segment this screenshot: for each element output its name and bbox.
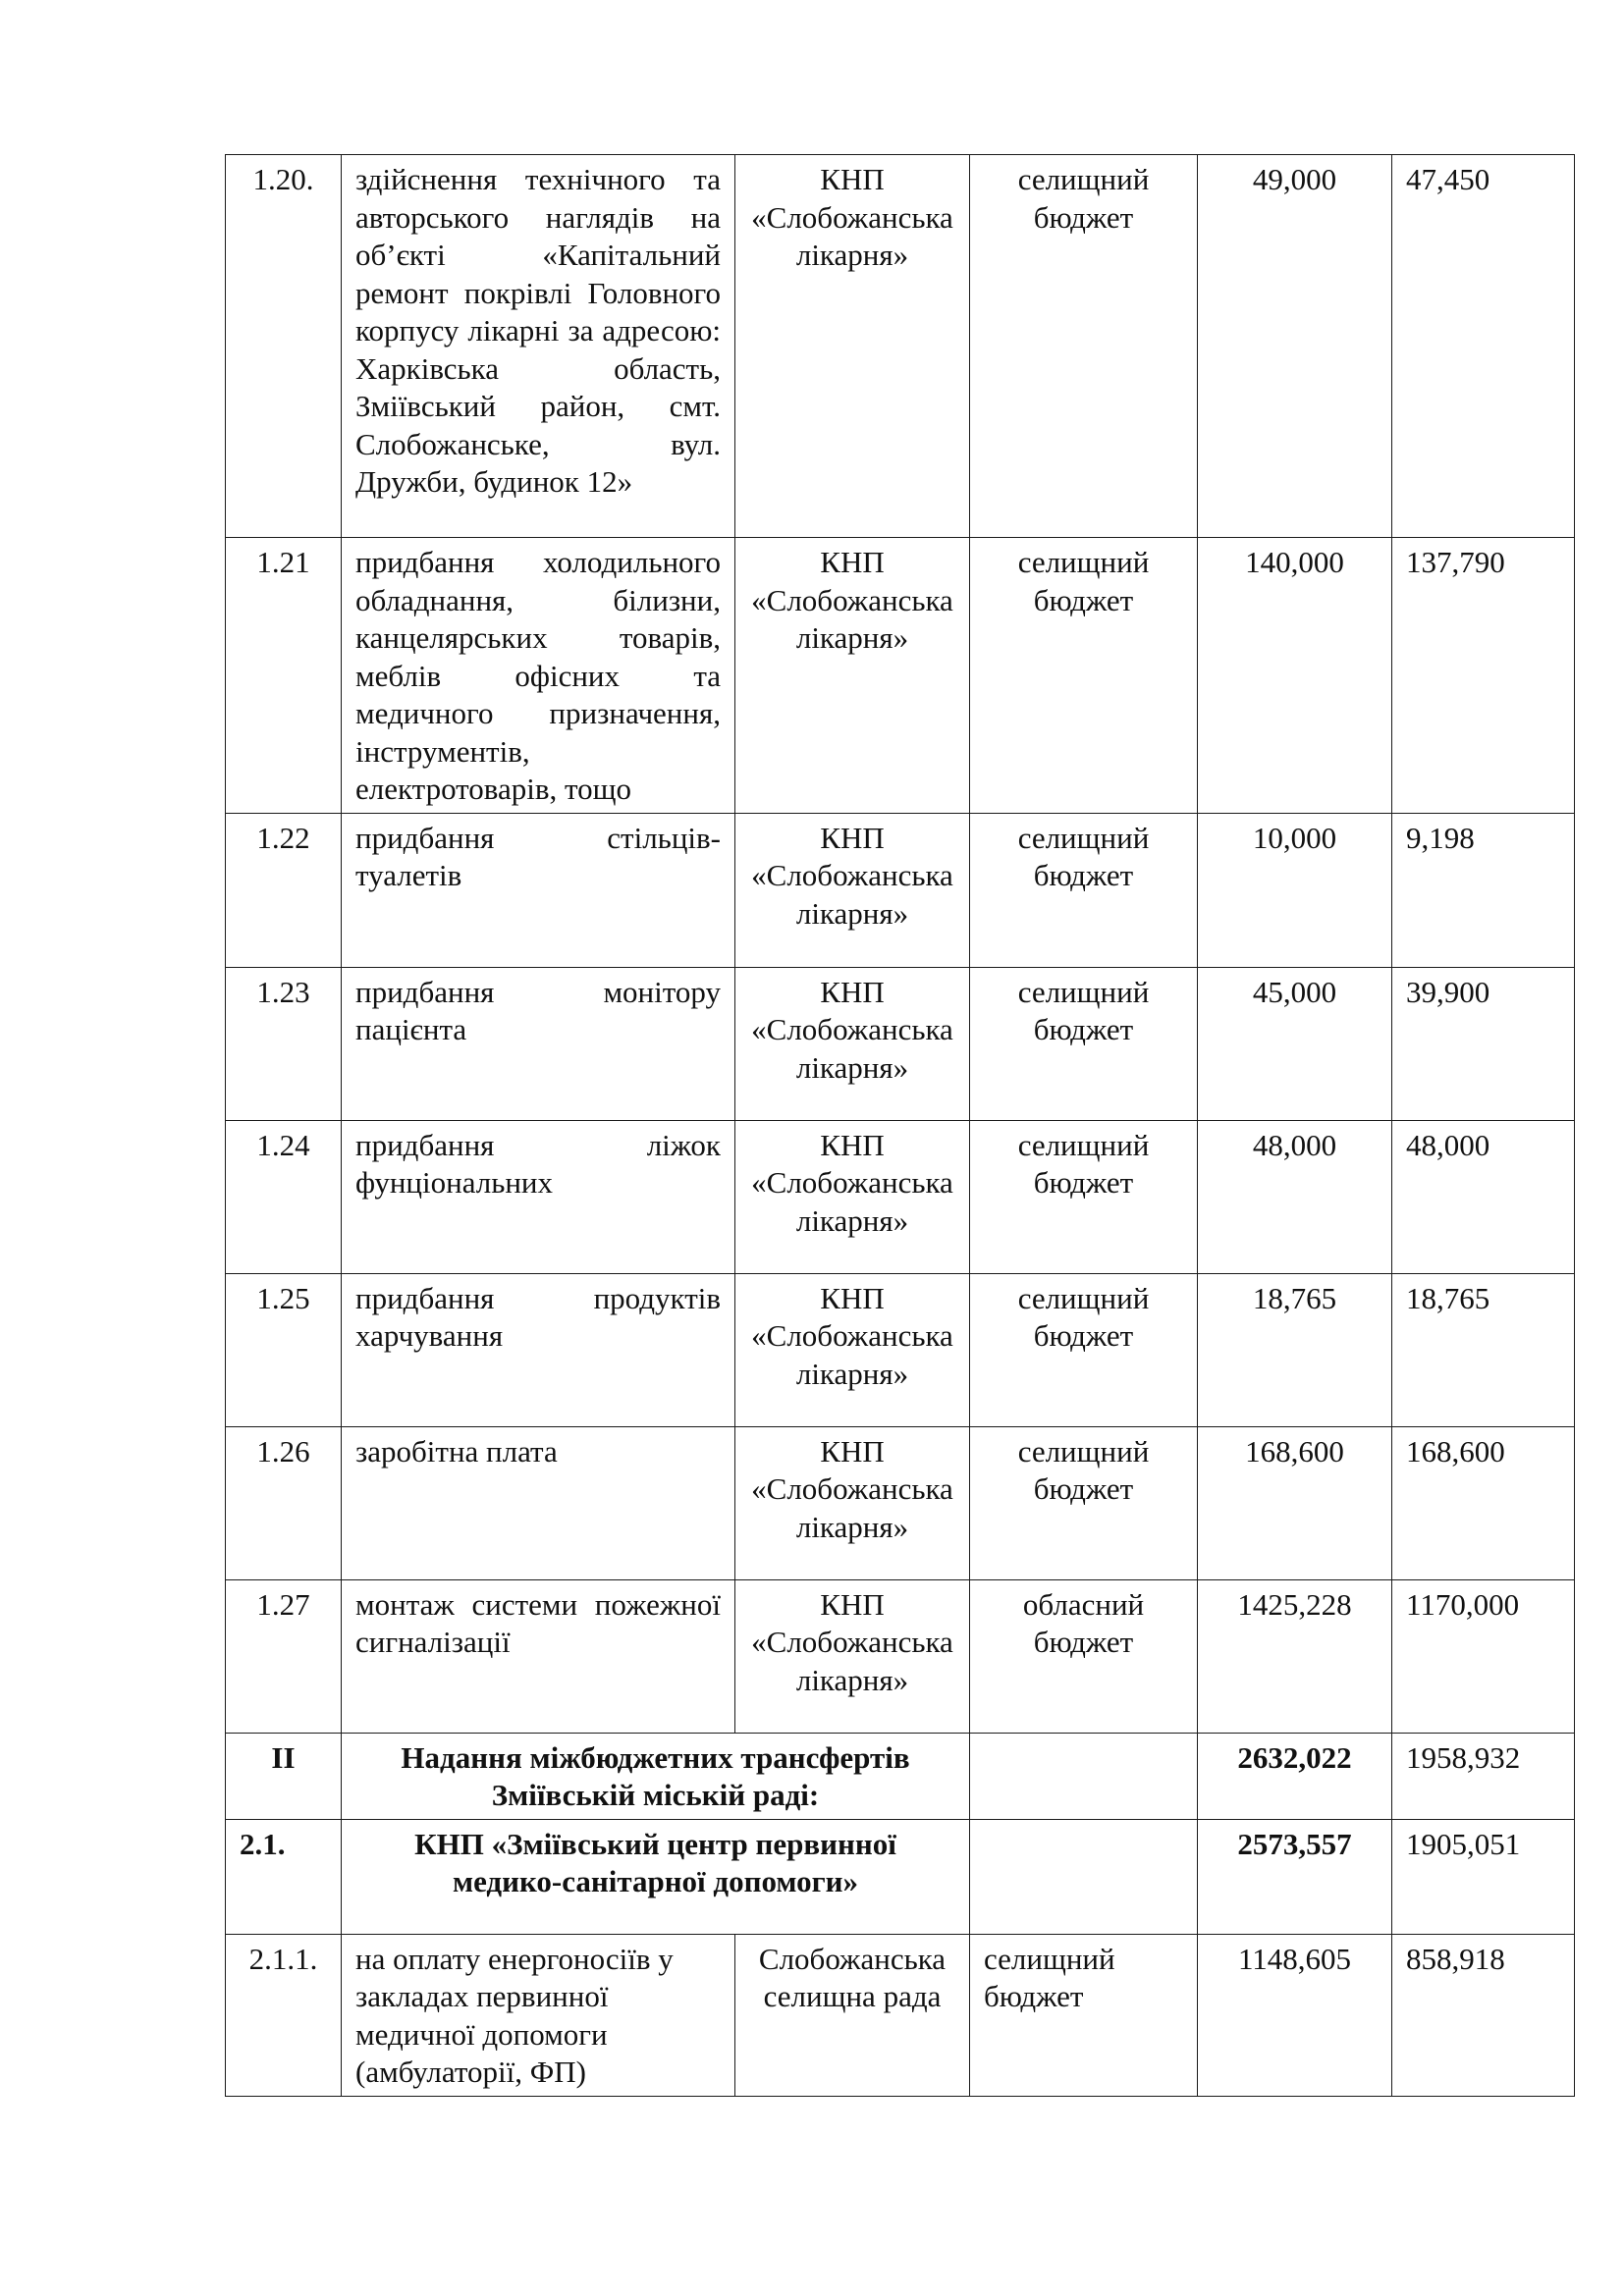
- source-line: селищний: [1017, 545, 1150, 579]
- row-number: 1.23: [226, 967, 342, 1120]
- row-actual-amount: 168,600: [1392, 1426, 1575, 1579]
- executor-line: лікарня»: [795, 1356, 909, 1391]
- executor-line: КНП: [820, 1586, 885, 1622]
- row-planned-amount: 49,000: [1198, 155, 1392, 538]
- source-line: бюджет: [1033, 1318, 1134, 1353]
- empty-cell: [970, 1819, 1198, 1934]
- row-number: 1.24: [226, 1120, 342, 1273]
- row-executor: [735, 155, 970, 538]
- row-number: 1.26: [226, 1426, 342, 1579]
- executor-line: «Слобожанська: [751, 1012, 953, 1046]
- executor-line: «Слобожанська: [751, 1165, 953, 1200]
- row-number: 1.21: [226, 538, 342, 814]
- row-funding-source: [970, 538, 1198, 814]
- row-actual-amount: 18,765: [1392, 1273, 1575, 1426]
- table-row: [226, 1934, 1575, 2096]
- source-line: бюджет: [1033, 1471, 1134, 1506]
- row-executor: [735, 813, 970, 967]
- row-number: 1.25: [226, 1273, 342, 1426]
- row-funding-source: [970, 967, 1198, 1120]
- program-table: [225, 154, 1575, 2097]
- executor-line: лікарня»: [795, 1202, 909, 1238]
- executor-line: лікарня»: [795, 1662, 909, 1697]
- source-line: бюджет: [1033, 858, 1134, 892]
- section-title-line: Надання міжбюджетних трансфертів: [401, 1739, 910, 1775]
- executor-line: лікарня»: [795, 895, 909, 931]
- row-planned-amount: 168,600: [1198, 1426, 1392, 1579]
- section-title-line: КНП «Зміївський центр первинної: [414, 1826, 896, 1861]
- executor-line: КНП: [820, 1433, 885, 1468]
- table-row: [226, 1426, 1575, 1579]
- executor-line: КНП: [820, 820, 885, 855]
- row-executor: [735, 967, 970, 1120]
- row-actual-amount: 47,450: [1392, 155, 1575, 538]
- executor-line: «Слобожанська: [751, 1471, 953, 1506]
- executor-line: КНП: [820, 162, 885, 196]
- section-planned-amount: 2573,557: [1198, 1819, 1392, 1934]
- executor-line: лікарня»: [795, 238, 909, 272]
- row-description: монтаж системи пожежної сигналізації: [342, 1579, 735, 1733]
- section-row: [226, 1733, 1575, 1819]
- row-planned-amount: 1425,228: [1198, 1579, 1392, 1733]
- section-number: 2.1.: [226, 1819, 342, 1934]
- section-title: [342, 1819, 970, 1934]
- row-description: придбання монітору пацієнта: [342, 967, 735, 1120]
- row-description: здійснення технічного та авторського наглядів на об’єкті «Капітальний ремонт покрівлі Головного корпусу лікарні за адресою: Харківська область, Зміївський район, смт. Слобожанське, вул. Дружби, будинок 12»: [342, 155, 735, 538]
- executor-line: «Слобожанська: [751, 858, 953, 892]
- source-line: бюджет: [1033, 1625, 1134, 1659]
- source-line: селищний: [984, 1941, 1115, 1976]
- source-line: селищний: [1017, 1433, 1150, 1468]
- row-funding-source: [970, 1120, 1198, 1273]
- row-funding-source: [970, 1426, 1198, 1579]
- row-funding-source: [970, 1273, 1198, 1426]
- source-line: селищний: [1017, 974, 1150, 1009]
- row-description: заробітна плата: [342, 1426, 735, 1579]
- executor-line: «Слобожанська: [751, 1625, 953, 1659]
- row-actual-amount: 858,918: [1392, 1934, 1575, 2096]
- row-actual-amount: 39,900: [1392, 967, 1575, 1120]
- source-line: бюджет: [1033, 1165, 1134, 1200]
- table-row: [226, 538, 1575, 814]
- source-line: селищний: [1017, 1127, 1150, 1162]
- row-planned-amount: 18,765: [1198, 1273, 1392, 1426]
- executor-line: КНП: [820, 1280, 885, 1315]
- row-number: 1.22: [226, 813, 342, 967]
- section-number: ІІ: [226, 1733, 342, 1819]
- row-actual-amount: 9,198: [1392, 813, 1575, 967]
- source-line: бюджет: [1033, 582, 1134, 617]
- row-description: придбання продуктів харчування: [342, 1273, 735, 1426]
- row-executor: [735, 1273, 970, 1426]
- section-title-line: Зміївській міській раді:: [491, 1778, 820, 1812]
- row-number: 2.1.1.: [226, 1934, 342, 2096]
- row-description: придбання холодильного обладнання, білизни, канцелярських товарів, меблів офісних та медичного призначення, інструментів, електротоварів, тощо: [342, 538, 735, 814]
- executor-line: «Слобожанська: [751, 1318, 953, 1353]
- executor-line: лікарня»: [795, 1509, 909, 1544]
- row-funding-source: [970, 813, 1198, 967]
- row-actual-amount: 48,000: [1392, 1120, 1575, 1273]
- table-row: [226, 1273, 1575, 1426]
- source-line: селищний: [1017, 820, 1150, 855]
- empty-cell: [970, 1733, 1198, 1819]
- source-line: селищний: [1017, 162, 1150, 196]
- row-planned-amount: 48,000: [1198, 1120, 1392, 1273]
- section-actual-amount: 1905,051: [1392, 1819, 1575, 1934]
- row-funding-source: [970, 1934, 1198, 2096]
- executor-line: КНП: [820, 1127, 885, 1162]
- source-line: бюджет: [984, 1979, 1084, 2013]
- row-number: 1.20.: [226, 155, 342, 538]
- row-executor: [735, 1579, 970, 1733]
- executor-line: селищна рада: [763, 1979, 942, 2013]
- row-planned-amount: 10,000: [1198, 813, 1392, 967]
- row-executor: [735, 1426, 970, 1579]
- executor-line: «Слобожанська: [751, 582, 953, 617]
- executor-line: лікарня»: [795, 1049, 909, 1085]
- source-line: бюджет: [1033, 1012, 1134, 1046]
- row-executor: [735, 1120, 970, 1273]
- section-planned-amount: 2632,022: [1198, 1733, 1392, 1819]
- table-row: [226, 155, 1575, 538]
- row-number: 1.27: [226, 1579, 342, 1733]
- row-funding-source: [970, 155, 1198, 538]
- row-description: придбання стільців-туалетів: [342, 813, 735, 967]
- row-planned-amount: 140,000: [1198, 538, 1392, 814]
- executor-line: Слобожанська: [758, 1941, 947, 1976]
- table-row: [226, 813, 1575, 967]
- row-planned-amount: 1148,605: [1198, 1934, 1392, 2096]
- executor-line: КНП: [820, 974, 885, 1009]
- executor-line: лікарня»: [795, 620, 909, 655]
- section-title-line: медико-санітарної допомоги»: [452, 1864, 859, 1898]
- section-row: [226, 1819, 1575, 1934]
- executor-line: «Слобожанська: [751, 199, 953, 235]
- row-actual-amount: 137,790: [1392, 538, 1575, 814]
- row-executor: [735, 1934, 970, 2096]
- table-row: [226, 1120, 1575, 1273]
- executor-line: КНП: [820, 545, 885, 579]
- row-actual-amount: 1170,000: [1392, 1579, 1575, 1733]
- row-description: на оплату енергоносіїв у закладах первинної медичної допомоги (амбулаторії, ФП): [342, 1934, 735, 2096]
- source-line: обласний: [1022, 1586, 1145, 1622]
- row-executor: [735, 538, 970, 814]
- table-row: [226, 1579, 1575, 1733]
- row-planned-amount: 45,000: [1198, 967, 1392, 1120]
- row-description: придбання ліжок фунціональних: [342, 1120, 735, 1273]
- section-actual-amount: 1958,932: [1392, 1733, 1575, 1819]
- table-row: [226, 967, 1575, 1120]
- source-line: селищний: [1017, 1280, 1150, 1315]
- source-line: бюджет: [1033, 199, 1134, 235]
- section-title: [342, 1733, 970, 1819]
- row-funding-source: [970, 1579, 1198, 1733]
